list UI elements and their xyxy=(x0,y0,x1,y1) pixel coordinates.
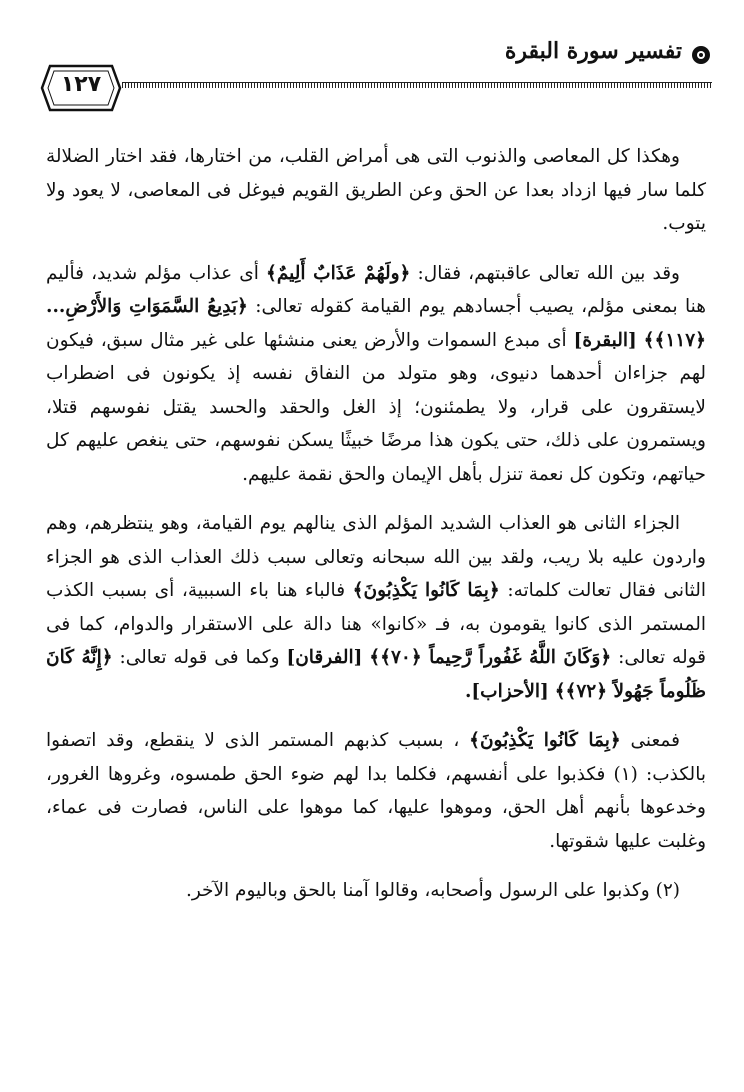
quran-quote: ﴿بِمَا كَانُوا يَكْذِبُونَ﴾ xyxy=(352,580,500,601)
quran-quote: ﴿بَدِيعُ السَّمَوَاتِ وَالأَرْضِ... ﴿١١٧﴾﴾ xyxy=(46,296,706,351)
paragraph-2-text-a: وقد بين الله تعالى عاقبتهم، فقال: xyxy=(417,262,680,284)
paragraph-3-text-c: وكما فى قوله تعالى: xyxy=(119,647,280,668)
quran-quote: ﴿ولَهُمْ عَذَابٌ أَلِيمٌ﴾ xyxy=(265,262,411,284)
surah-reference: [البقرة] xyxy=(573,329,637,351)
paragraph-3-text-a: الجزاء الثانى هو العذاب الشديد المؤلم الذى ينالهم يوم القيامة، وهو ينتظرهم، وهم واردون عليه بلا ريب، ولقد بين الله سبحانه وتعالى سبب ذلك العذاب الذى هو الجزاء الثانى فقال تعالت كلماته: xyxy=(46,513,707,601)
surah-reference: [الأحزاب]. xyxy=(464,680,549,702)
paragraph-2-text-b: أى عذاب مؤلم شديد، فأليم هنا بمعنى مؤلم، يصيب أجسادهم يوم القيامة كقوله تعالى: xyxy=(46,262,706,317)
quran-quote: ﴿إِنَّهُ كَانَ ظَلُوماً جَهُولاً ﴿٧٢﴾﴾ xyxy=(46,647,706,702)
paragraph-4 xyxy=(46,724,706,858)
page-title: تفسير سورة البقرة xyxy=(504,38,682,64)
paragraph-1: وهكذا كل المعاصى والذنوب التى هى أمراض القلب، من اختارها، فقد اختار الضلالة كلما سار فيها ازداد بعدا عن الحق وعن الطريق القويم فيوغل فى المعاصى، لا يعود ولا يتوب. xyxy=(46,146,706,234)
surah-reference: [الفرقان] xyxy=(286,647,363,668)
paragraph-2-text-c: أى مبدع السموات والأرض يعنى منشئها على غير مثال سبق، فيكون لهم جزاءان أحدهما دنيوى، وهو متولد من النفاق نفسه إذ يكونون فى اضطراب لايستقرون على قرار، ولا يطمئنون؛ إذ الغل والحقد والحسد يقتل نفوسهم قتلا، ويستمرون على ذلك، حتى يكون هذا مرضًا خبيثًا يسكن نفوسهم، حتى ينغص عليهم كل حياتهم، وتكون كل نعمة تنزل بأهل الإيمان والحق نقمة عليهم. xyxy=(46,329,706,485)
page-number: ١٢٧ xyxy=(60,72,102,97)
footnote-paragraph: (٢) وكذبوا على الرسول وأصحابه، وقالوا آمنا بالحق وباليوم الآخر. xyxy=(185,880,680,901)
page-body xyxy=(46,140,706,924)
paragraph-4-text-a: فمعنى xyxy=(630,730,680,751)
paragraph-3-text-b: فالباء هنا باء السببية، أى بسبب الكذب المستمر الذى كانوا يقومون به، فـ «كانوا» هنا دالة على الاستقرار والدوام، كما فى قوله تعالى: xyxy=(46,580,706,668)
header-rule xyxy=(122,82,712,88)
quran-quote: ﴿وَكَانَ اللَّهُ غَفُوراً رَّحِيماً ﴿٧٠﴾﴾ xyxy=(369,647,612,668)
paragraph-2 xyxy=(46,257,706,492)
quran-quote: ﴿بِمَا كَانُوا يَكْذِبُونَ﴾ xyxy=(469,730,621,751)
paragraph-4-text-b: ، بسبب كذبهم المستمر الذى لا ينقطع، وقد اتصفوا بالكذب: (١) فكذبوا على أنفسهم، فكلما بدا لهم ضوء الحق طمسوه، وغروها الغرور، وخدعوها بأنهم أهل الحق، وموهوا عليها، كما موهوا على الناس، فصارت فى عماء، وغلبت عليها شقوتها. xyxy=(46,730,706,852)
page-header xyxy=(40,38,712,118)
paragraph-3 xyxy=(46,507,706,708)
page-number-badge xyxy=(40,62,122,114)
flower-ornament-icon xyxy=(690,44,712,66)
